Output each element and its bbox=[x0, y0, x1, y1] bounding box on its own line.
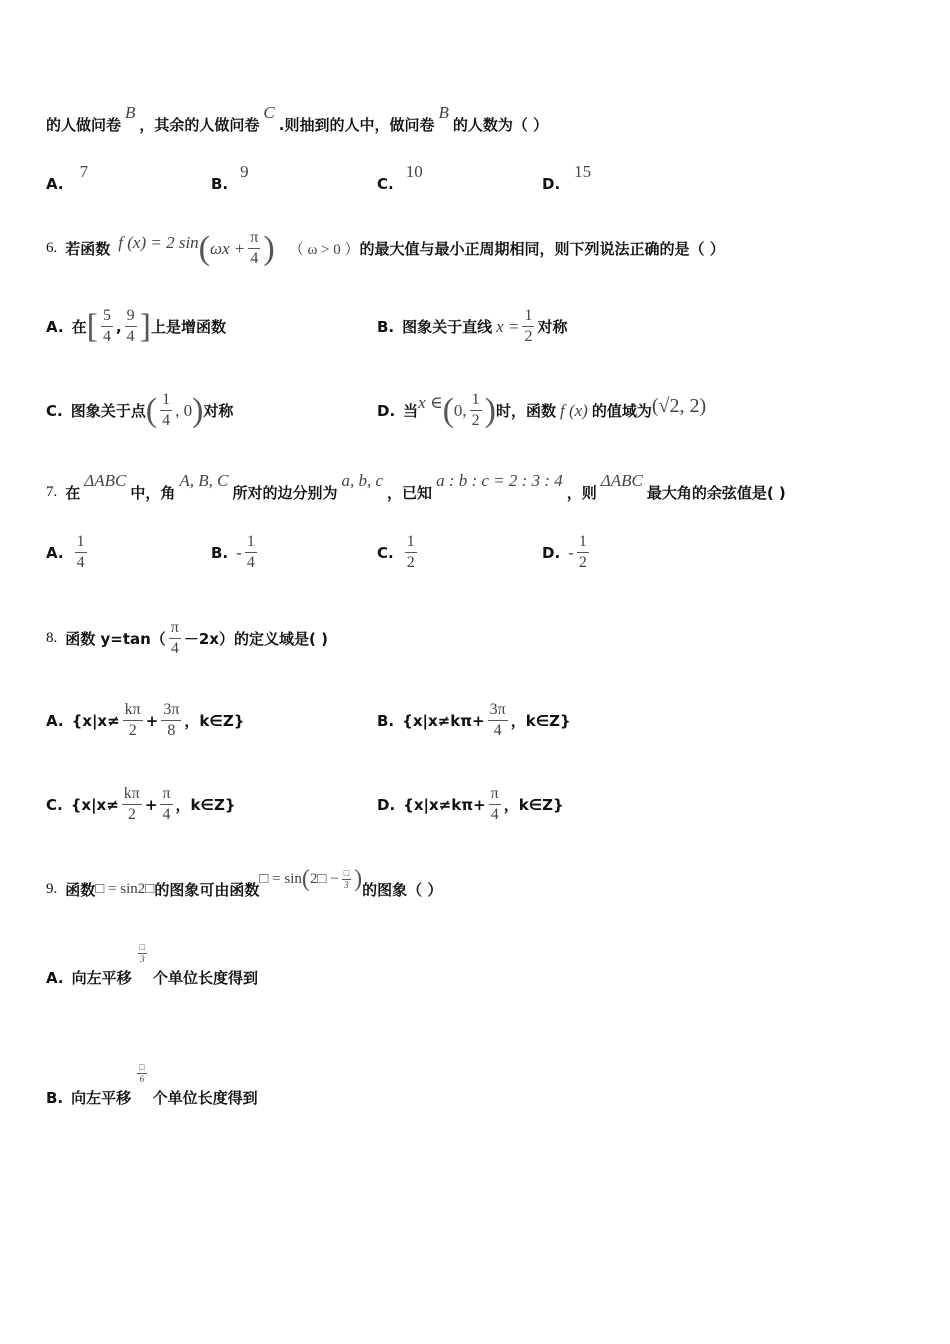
text: 函数 y=tan（ bbox=[65, 630, 166, 648]
numerator: kπ bbox=[123, 700, 143, 721]
text: {x|x≠kπ+ bbox=[403, 795, 486, 814]
text: 的最大值与最小正周期相同，则下列说法正确的是（ ） bbox=[359, 240, 725, 258]
denominator: 4 bbox=[170, 640, 179, 657]
q9-stem bbox=[46, 866, 443, 906]
option-label: D. bbox=[377, 401, 396, 420]
fraction bbox=[125, 306, 137, 347]
text: 若函数 bbox=[65, 240, 111, 258]
math: B bbox=[125, 102, 136, 122]
option-label: C. bbox=[377, 543, 394, 562]
text: {x|x≠ bbox=[70, 795, 119, 814]
denominator: 6 bbox=[139, 1074, 145, 1084]
fraction bbox=[522, 306, 534, 347]
denominator: 4 bbox=[246, 554, 255, 571]
text: 函数 bbox=[65, 880, 96, 899]
denominator: 4 bbox=[102, 328, 111, 345]
math: x ∈ bbox=[418, 392, 443, 412]
sign: - bbox=[236, 542, 242, 562]
q6-option-b[interactable] bbox=[377, 306, 567, 347]
text: 图象关于点 bbox=[70, 402, 146, 420]
q5-option-a[interactable] bbox=[46, 162, 92, 194]
option-label: B. bbox=[377, 711, 395, 730]
numerator: π bbox=[248, 228, 260, 249]
option-label: C. bbox=[46, 401, 63, 420]
fraction bbox=[122, 784, 142, 825]
paren: ) bbox=[484, 391, 496, 429]
math: x = bbox=[496, 316, 520, 336]
denominator: 3 bbox=[344, 879, 349, 890]
numerator: 1 bbox=[522, 306, 534, 327]
fraction bbox=[123, 700, 143, 741]
option-label: A. bbox=[46, 543, 64, 562]
text: －2x）的定义域是( ) bbox=[183, 630, 328, 648]
denominator: 4 bbox=[162, 412, 171, 429]
numerator: 1 bbox=[470, 390, 482, 411]
math: C bbox=[263, 102, 275, 122]
numerator: □ bbox=[139, 1062, 145, 1072]
denominator: 4 bbox=[126, 328, 135, 345]
paren: ) bbox=[263, 229, 275, 267]
paren: ( bbox=[301, 866, 310, 892]
text: 的人做问卷 bbox=[46, 116, 122, 134]
option-value: 7 bbox=[79, 162, 89, 181]
condition: （ ω > 0 ） bbox=[288, 242, 360, 258]
math: 0, bbox=[453, 400, 467, 420]
text: ，其余的人做问卷 bbox=[139, 116, 260, 134]
option-label: A. bbox=[46, 317, 64, 336]
q8-option-a[interactable] bbox=[46, 700, 244, 741]
q9-option-a[interactable] bbox=[46, 942, 259, 989]
q6-option-d[interactable] bbox=[377, 390, 706, 431]
fraction bbox=[169, 618, 181, 659]
option-label: C. bbox=[46, 795, 63, 814]
text: 的图象（ ） bbox=[362, 880, 443, 899]
option-label: D. bbox=[377, 795, 396, 814]
text: 的图象可由函数 bbox=[154, 880, 260, 899]
fraction bbox=[160, 784, 172, 825]
numerator: □ bbox=[139, 942, 146, 952]
denominator: 4 bbox=[490, 806, 499, 823]
math: f (x) = 2 sin bbox=[118, 232, 199, 252]
denominator: 4 bbox=[250, 250, 259, 267]
math: A, B, C bbox=[179, 470, 229, 490]
math: , 0 bbox=[175, 400, 193, 420]
bracket: ] bbox=[139, 307, 151, 345]
numerator: 1 bbox=[577, 532, 589, 553]
text: 向左平移 bbox=[71, 1089, 132, 1107]
option-label: B. bbox=[211, 175, 229, 193]
question-number: 6. bbox=[46, 240, 58, 256]
q6-option-a[interactable]: A. 在 [ $\frac{5}{4}$ , $\frac{9}{4}$ ] 上是增函数 bbox=[46, 307, 226, 345]
paren: ( bbox=[145, 391, 158, 429]
text: 所对的边分别为 bbox=[232, 484, 338, 502]
text: 对称 bbox=[537, 318, 568, 336]
math: □ = sin2□ bbox=[95, 880, 155, 897]
numerator: kπ bbox=[122, 784, 142, 805]
numerator: 1 bbox=[160, 390, 172, 411]
fraction bbox=[161, 700, 181, 741]
fraction bbox=[342, 868, 351, 891]
denominator: 3 bbox=[140, 954, 145, 964]
option-label: D. bbox=[542, 175, 561, 193]
text: + bbox=[145, 711, 159, 730]
denominator: 2 bbox=[578, 554, 587, 571]
text: 个单位长度得到 bbox=[152, 1089, 258, 1107]
numerator: 5 bbox=[101, 306, 113, 327]
text: {x|x≠ bbox=[71, 711, 120, 730]
text: ，则 bbox=[566, 484, 597, 502]
option-label: C. bbox=[377, 175, 394, 193]
q6-stem bbox=[46, 228, 725, 269]
text: 当 bbox=[403, 402, 419, 420]
question-number: 7. bbox=[46, 484, 58, 500]
text: 对称 bbox=[203, 402, 234, 420]
denominator: 2 bbox=[127, 806, 136, 823]
text: 的值域为 bbox=[591, 402, 652, 420]
math: (√2, 2) bbox=[651, 395, 707, 417]
fraction bbox=[101, 306, 113, 347]
denominator: 8 bbox=[167, 722, 176, 739]
numerator: 3π bbox=[488, 700, 508, 721]
text: 在 bbox=[65, 484, 81, 502]
option-value: 9 bbox=[240, 162, 249, 181]
numerator: 3π bbox=[161, 700, 181, 721]
numerator: π bbox=[489, 784, 501, 805]
question-number: 8. bbox=[46, 630, 58, 646]
math: ωx + bbox=[210, 238, 246, 258]
q9-option-b[interactable] bbox=[46, 1062, 258, 1109]
text: .则抽到的人中，做问卷 bbox=[278, 116, 435, 134]
q5-option-d[interactable] bbox=[542, 162, 595, 194]
q5-option-b[interactable] bbox=[211, 162, 253, 194]
paren: ) bbox=[354, 866, 363, 892]
text: 向左平移 bbox=[71, 969, 132, 987]
text: 个单位长度得到 bbox=[153, 969, 259, 987]
q7-option-a[interactable] bbox=[46, 532, 90, 573]
text: 时，函数 bbox=[495, 402, 556, 420]
numerator: 1 bbox=[75, 532, 87, 553]
denominator: 4 bbox=[162, 806, 171, 823]
q8-option-b[interactable] bbox=[377, 700, 571, 741]
q7-option-d[interactable] bbox=[542, 532, 592, 573]
text: ，k∈Z} bbox=[175, 796, 236, 814]
fraction bbox=[248, 228, 260, 269]
q8-stem bbox=[46, 618, 328, 659]
text: ，k∈Z} bbox=[503, 796, 564, 814]
text: 上是增函数 bbox=[150, 318, 226, 336]
option-value: 15 bbox=[574, 162, 592, 181]
math: □ = sin bbox=[259, 870, 302, 887]
numerator: 1 bbox=[405, 532, 417, 553]
denominator: 2 bbox=[406, 554, 415, 571]
q5-stem bbox=[46, 102, 549, 135]
text: 中，角 bbox=[130, 484, 176, 502]
option-value: 10 bbox=[405, 162, 423, 181]
denominator: 4 bbox=[493, 722, 502, 739]
denominator: 2 bbox=[524, 328, 533, 345]
denominator: 4 bbox=[76, 554, 85, 571]
option-label: A. bbox=[46, 968, 64, 987]
numerator: π bbox=[160, 784, 172, 805]
fraction bbox=[138, 942, 147, 965]
option-label: B. bbox=[211, 543, 229, 562]
text: ，k∈Z} bbox=[184, 712, 245, 730]
q7-option-b[interactable] bbox=[211, 532, 260, 573]
numerator: 1 bbox=[245, 532, 257, 553]
numerator: □ bbox=[343, 867, 350, 878]
math: 2□ − bbox=[309, 870, 339, 887]
denominator: 2 bbox=[128, 722, 137, 739]
numerator: π bbox=[169, 618, 181, 639]
paren: ) bbox=[192, 391, 204, 429]
math: ΔABC bbox=[600, 470, 643, 490]
option-label: D. bbox=[542, 543, 561, 562]
text: {x|x≠kπ+ bbox=[402, 711, 485, 730]
option-label: A. bbox=[46, 175, 64, 193]
text: 在 bbox=[71, 318, 87, 336]
text: ，k∈Z} bbox=[510, 712, 571, 730]
fraction bbox=[488, 700, 508, 741]
numerator: 9 bbox=[125, 306, 137, 327]
text: 的人数为（ ） bbox=[452, 116, 549, 134]
q5-option-c[interactable] bbox=[377, 162, 427, 194]
fraction bbox=[489, 784, 501, 825]
sign: - bbox=[568, 542, 574, 562]
math: ΔABC bbox=[84, 470, 127, 490]
option-label: B. bbox=[46, 1088, 64, 1107]
paren: ( bbox=[442, 391, 454, 429]
fraction bbox=[405, 532, 417, 573]
fraction bbox=[137, 1062, 146, 1085]
math: B bbox=[438, 102, 449, 122]
text: ，已知 bbox=[387, 484, 433, 502]
fraction bbox=[245, 532, 257, 573]
question-number: 9. bbox=[46, 880, 58, 897]
fraction bbox=[577, 532, 589, 573]
fraction bbox=[160, 390, 172, 431]
bracket: [ bbox=[86, 307, 98, 345]
fraction bbox=[470, 390, 482, 431]
q7-option-c[interactable] bbox=[377, 532, 420, 573]
q7-stem bbox=[46, 470, 786, 503]
denominator: 2 bbox=[471, 412, 480, 429]
option-label: A. bbox=[46, 711, 64, 730]
text: 最大角的余弦值是( ) bbox=[646, 484, 786, 502]
text: + bbox=[144, 795, 158, 814]
math: f (x) bbox=[559, 400, 588, 420]
q8-option-c[interactable] bbox=[46, 784, 236, 825]
text: 图象关于直线 bbox=[402, 318, 493, 336]
math: a, b, c bbox=[341, 470, 384, 490]
paren: ( bbox=[198, 229, 210, 267]
option-label: B. bbox=[377, 317, 395, 336]
math: a : b : c = 2 : 3 : 4 bbox=[436, 470, 563, 490]
q6-option-c[interactable] bbox=[46, 390, 233, 431]
fraction bbox=[75, 532, 87, 573]
q8-option-d[interactable] bbox=[377, 784, 564, 825]
